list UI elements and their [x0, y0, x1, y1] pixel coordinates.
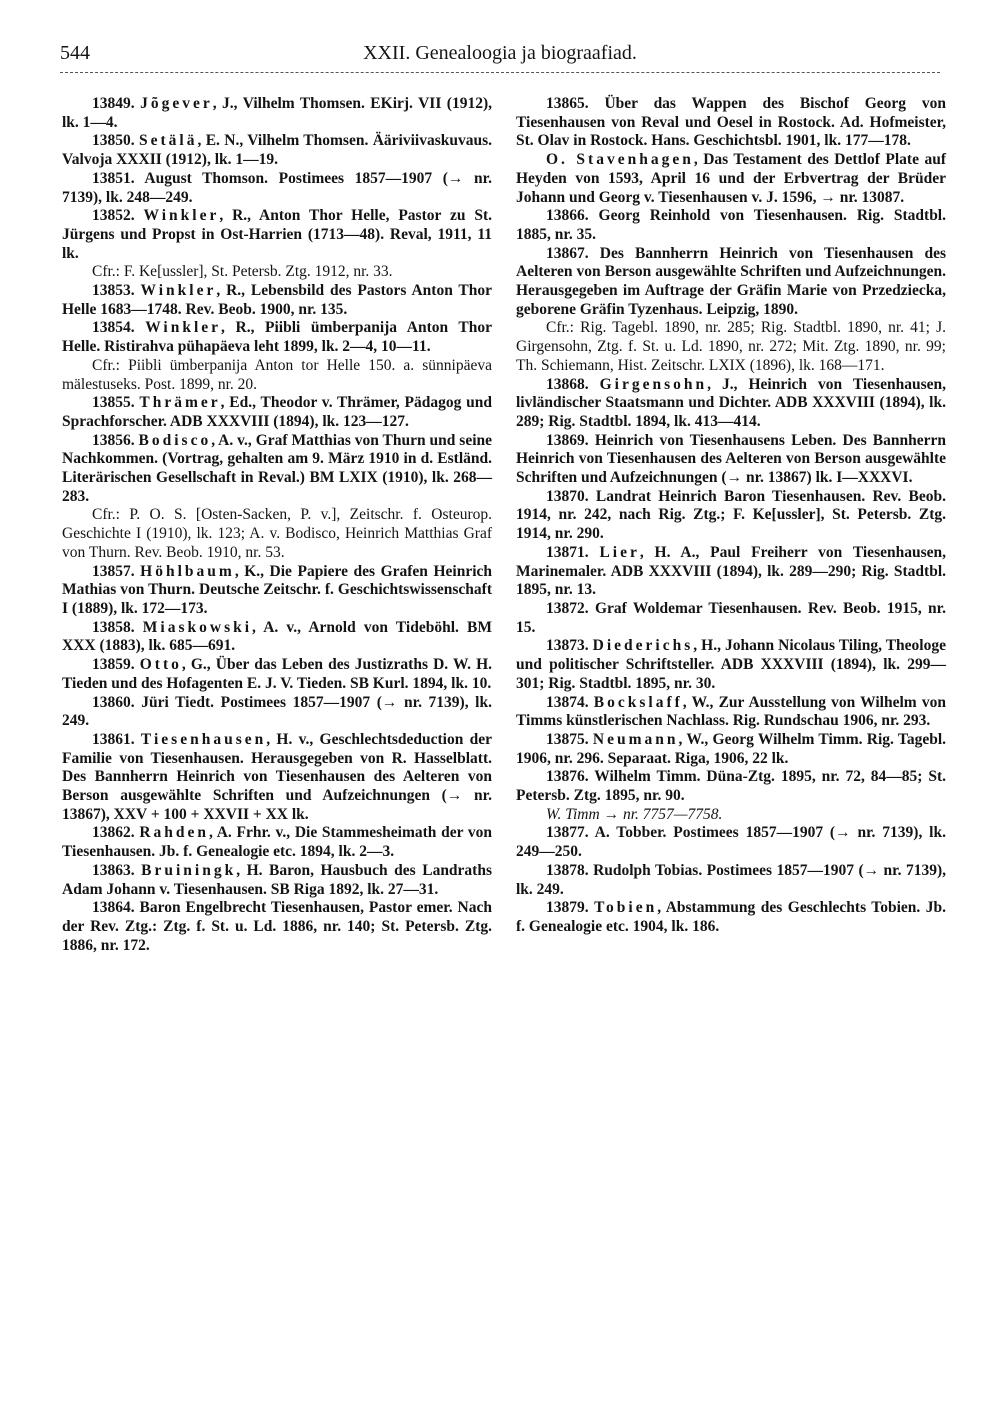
- entry-number: 13859.: [92, 656, 135, 674]
- entry-text: , A. Frhr. v., Die Stammesheimath der von Tiesenhausen. Jb. f. Genealogie etc. 1894, lk. 2—3.: [62, 824, 493, 861]
- entry-author: Neumann: [592, 730, 679, 748]
- entry-text: August Thomson. Postimees 1857—1907 (→ nr. 7139), lk. 248—249.: [62, 169, 492, 206]
- entry-author: Bockslaff: [593, 693, 683, 711]
- entry-cfr: Cfr.: P. O. S. [Osten-Sacken, P. v.], Zeitschr. f. Osteurop. Geschichte I (1910), lk. 123; A. v. Bodisco, Heinrich Matthias Graf von Thurn. Rev. Beob. 1910, nr. 53.: [62, 506, 492, 561]
- entry-author: Winkler: [140, 282, 217, 300]
- entry-author: Miaskowski: [142, 618, 253, 636]
- entry-number: 13879.: [546, 899, 589, 917]
- entry-number: 13870.: [546, 487, 589, 505]
- entry-text: Jüri Tiedt. Postimees 1857—1907 (→ nr. 7139), lk. 249.: [62, 693, 492, 730]
- bibliography-entry: [62, 95, 492, 132]
- entry-number: 13868.: [546, 375, 589, 393]
- entry-number: 13866.: [546, 207, 589, 225]
- entry-text: , Ed., Theodor v. Thrämer, Pädagog und Sprachforscher. ADB XXXVIII (1894), lk. 123—127.: [62, 394, 492, 430]
- entry-text: , E. N., Vilhelm Thomsen. Ääriviivaskuvaus. Valvoja XXXII (1912), lk. 1—19.: [62, 132, 492, 169]
- entry-text: A. Tobber. Postimees 1857—1907 (→ nr. 7139), lk. 249—250.: [516, 824, 946, 861]
- entry-author: Bruiningk: [141, 861, 237, 879]
- bibliography-entry: [516, 862, 946, 899]
- bibliography-entry: [516, 637, 946, 693]
- bibliography-entry: [62, 132, 492, 169]
- entry-number: 13856.: [92, 431, 135, 449]
- entry-number: 13865.: [546, 95, 589, 112]
- bibliography-entry: [516, 768, 946, 805]
- entry-number: 13871.: [546, 543, 589, 561]
- entry-text: , Das Testament des Dettlof Plate auf Heyden von 1593, April 16 und der Erbvertrag der Brüder Johann und Georg v. Tiesenhausen v. J. 1596, → nr. 13087.: [516, 151, 946, 206]
- bibliography-entry: [62, 282, 492, 319]
- entry-author: Diederichs: [592, 637, 694, 655]
- bibliography-entry: [62, 619, 492, 656]
- entry-text: Rudolph Tobias. Postimees 1857—1907 (→ nr. 7139), lk. 249.: [516, 861, 946, 898]
- entry-text: , H. v., Geschlechtsdeduction der Familie von Tiesenhausen. Herausgegeben von R. Hasselblatt. Des Bannherrn Heinrich von Tiesenhausen des Aelteren von Berson ausgewählte Schriften und Aufzeichnungen (→ nr. 13867), XXV + 100 + XXVII + XX lk.: [62, 730, 493, 823]
- entry-text: , H., Johann Nicolaus Tiling, Theologe und politischer Schriftsteller. ADB XXXVIII (1894), lk. 299—301; Rig. Stadtbl. 1895, nr. 30.: [516, 637, 946, 692]
- bibliography-entry: [62, 731, 492, 825]
- entry-number: 13875.: [546, 730, 589, 748]
- entry-text: , R., Lebensbild des Pastors Anton Thor Helle 1683—1748. Rev. Beob. 1900, nr. 135.: [62, 282, 493, 318]
- entry-number: 13849.: [92, 95, 135, 112]
- entry-cfr: Cfr.: F. Ke[ussler], St. Petersb. Ztg. 1912, nr. 33.: [92, 263, 393, 281]
- bibliography-entry: [516, 899, 946, 936]
- entry-author: Jõgever: [140, 95, 213, 112]
- entry-number: 13878.: [546, 861, 589, 879]
- bibliography-entry: [516, 544, 946, 600]
- entry-text: Georg Reinhold von Tiesenhausen. Rig. Stadtbl. 1885, nr. 35.: [516, 207, 946, 243]
- entry-number: 13877.: [546, 824, 589, 842]
- entry-author: Tiesenhausen: [140, 730, 267, 748]
- entry-author: Setälä: [138, 132, 198, 150]
- bibliography-entry: [62, 432, 492, 507]
- running-title: XXII. Genealoogia ja biograafiad.: [363, 42, 637, 64]
- entry-number: 13867.: [546, 244, 589, 262]
- entry-number: 13850.: [92, 132, 135, 150]
- entry-text: Heinrich von Tiesenhausens Leben. Des Bannherrn Heinrich von Tiesenhausen des Aelteren von Berson ausgewählte Schriften und Aufzeichnungen (→ nr. 13867) lk. I—XXXVI.: [516, 431, 946, 487]
- entry-text: , Abstammung des Geschlechts Tobien. Jb. f. Genealogie etc. 1904, lk. 186.: [516, 899, 947, 935]
- bibliography-entry: [516, 95, 946, 151]
- entry-number: 13852.: [92, 207, 135, 225]
- entry-number: 13874.: [546, 693, 589, 711]
- entry-number: 13861.: [92, 730, 135, 748]
- entry-cfr: Cfr.: Piibli ümberpanija Anton tor Helle 150. a. sünnipäeva mälestuseks. Post. 1899, nr. 20.: [62, 356, 492, 393]
- entry-author: Lier: [599, 543, 640, 561]
- bibliography-entry: [516, 488, 946, 544]
- entry-author: Bodisco: [138, 431, 212, 449]
- bibliography-entry: [516, 207, 946, 244]
- entry-text: , A. v., Arnold von Tideböhl. BM XXX (1883), lk. 685—691.: [62, 618, 493, 655]
- entry-text: , K., Die Papiere des Grafen Heinrich Mathias von Thurn. Deutsche Zeitschr. f. Geschichtswissenschaft I (1889), lk. 172—173.: [62, 562, 493, 617]
- entry-text: , W., Zur Ausstellung von Wilhelm von Timms künstlerischen Nachlass. Rig. Rundschau 1906, nr. 293.: [516, 693, 946, 730]
- entry-text: , H. Baron, Hausbuch des Landraths Adam Johann v. Tiesenhausen. SB Riga 1892, lk. 27—31.: [62, 861, 492, 898]
- bibliography-entry: [516, 731, 946, 768]
- left-column: [62, 95, 492, 955]
- entry-number: 13858.: [92, 618, 135, 636]
- bibliography-entry: [62, 862, 492, 899]
- entry-number: 13864.: [92, 899, 135, 917]
- right-column: [516, 95, 946, 937]
- entry-number: 13851.: [92, 169, 135, 187]
- entry-number: 13873.: [546, 637, 589, 655]
- entry-number: 13863.: [92, 861, 135, 879]
- entry-text: , J., Vilhelm Thomsen. EKirj. VII (1912), lk. 1—4.: [62, 95, 492, 131]
- bibliography-entry: [62, 824, 492, 861]
- entry-number: 13876.: [546, 768, 589, 786]
- entry-number: 13862.: [92, 824, 135, 842]
- entry-number: 13853.: [92, 282, 135, 300]
- entry-text: , R., Anton Thor Helle, Pastor zu St. Jürgens und Propst in Ost-Harrien (1713—48). Reval, 1911, 11 lk.: [62, 207, 493, 262]
- entry-author: Girgensohn: [599, 375, 708, 393]
- entry-number: 13854.: [92, 319, 135, 337]
- bibliography-entry: [516, 600, 946, 637]
- entry-number: 13855.: [92, 394, 135, 412]
- bibliography-entry: [62, 394, 492, 431]
- bibliography-entry: [516, 694, 946, 731]
- entry-text: , R., Piibli ümberpanija Anton Thor Helle. Ristirahva pühapäeva leht 1899, lk. 2—4, 10—11.: [62, 319, 492, 356]
- bibliography-entry: [516, 432, 946, 488]
- entry-text: Graf Woldemar Tiesenhausen. Rev. Beob. 1915, nr. 15.: [516, 599, 946, 636]
- bibliography-entry: [62, 656, 492, 693]
- entry-text: , A. v., Graf Matthias von Thurn und seine Nachkommen. (Vortrag, gehalten am 9. März 1910 in d. Estländ. Literärischen Gesellschaft in Reval.) BM LXIX (1910), lk. 268—283.: [62, 431, 493, 505]
- entry-number: 13860.: [92, 693, 135, 711]
- bibliography-entry: [516, 824, 946, 861]
- entry-note: W. Timm → nr. 7757—7758.: [546, 805, 723, 823]
- entry-cfr: Cfr.: Rig. Tagebl. 1890, nr. 285; Rig. Stadtbl. 1890, nr. 41; J. Girgensohn, Ztg. f. St. u. Ld. 1890, nr. 272; Mit. Ztg. 1890, nr. 99; Th. Schiemann, Hist. Zeitschr. LXIX (1896), lk. 168—171.: [516, 319, 946, 374]
- bibliography-entry: [516, 245, 946, 320]
- entry-text: Baron Engelbrecht Tiesenhausen, Pastor emer. Nach der Rev. Ztg.: Ztg. f. St. u. Ld. 1886, nr. 140; St. Petersb. Ztg. 1886, nr. 172.: [62, 899, 492, 954]
- bibliography-entry: [62, 694, 492, 731]
- bibliography-entry: [516, 376, 946, 432]
- entry-text: Landrat Heinrich Baron Tiesenhausen. Rev. Beob. 1914, nr. 242, nach Rig. Ztg.; F. Ke[ussler], St. Petersb. Ztg. 1914, nr. 290.: [516, 487, 946, 543]
- entry-text: , G., Über das Leben des Justizraths D. W. H. Tieden und des Hofagenten E. J. V. Tieden. SB Kurl. 1894, lk. 10.: [62, 656, 493, 692]
- entry-author: Thrämer: [139, 394, 221, 412]
- entry-author: Winkler: [145, 319, 222, 337]
- page-number: 544: [60, 42, 90, 64]
- entry-text: Über das Wappen des Bischof Georg von Tiesenhausen von Reval und Oesel in Rostock. Ad. Hofmeister, St. Olav in Rostock. Hans. Geschichtsbl. 1901, lk. 177—178.: [516, 95, 946, 150]
- bibliography-entry: [62, 207, 492, 263]
- bibliography-subentry: [516, 151, 946, 207]
- entry-author: Höhlbaum: [140, 562, 235, 580]
- entry-number: 13872.: [546, 599, 589, 617]
- bibliography-entry: [62, 899, 492, 955]
- entry-text: , H. A., Paul Freiherr von Tiesenhausen, Marinemaler. ADB XXXVIII (1894), lk. 289—290; Rig. Stadtbl. 1895, nr. 13.: [516, 543, 946, 599]
- page-header: [60, 42, 940, 73]
- entry-text: , W., Georg Wilhelm Timm. Rig. Tagebl. 1906, nr. 296. Separaat. Riga, 1906, 22 lk.: [516, 730, 947, 767]
- entry-author: Rahden: [139, 824, 210, 842]
- entry-text: Wilhelm Timm. Düna-Ztg. 1895, nr. 72, 84—85; St. Petersb. Ztg. 1895, nr. 90.: [516, 768, 946, 805]
- entry-author: Tobien: [594, 899, 658, 917]
- entry-author: Winkler: [143, 207, 220, 225]
- bibliography-entry: [62, 563, 492, 619]
- entry-text: , J., Heinrich von Tiesenhausen, livländischer Staatsmann und Dichter. ADB XXXVIII (1894), lk. 289; Rig. Stadtbl. 1894, lk. 413—414.: [516, 375, 946, 430]
- bibliography-entry: [62, 170, 492, 207]
- entry-author: O. Stavenhagen: [546, 151, 694, 169]
- entry-number: 13869.: [546, 431, 589, 449]
- entry-number: 13857.: [92, 562, 135, 580]
- entry-author: Otto: [139, 656, 182, 674]
- bibliography-entry: [62, 319, 492, 356]
- entry-text: Des Bannherrn Heinrich von Tiesenhausen des Aelteren von Berson ausgewählte Schriften und Aufzeichnungen. Herausgegeben im Auftrage der Gräfin Marie von Przedziecka, geborene Gräfin Tyzenhaus. Leipzig, 1890.: [516, 244, 946, 318]
